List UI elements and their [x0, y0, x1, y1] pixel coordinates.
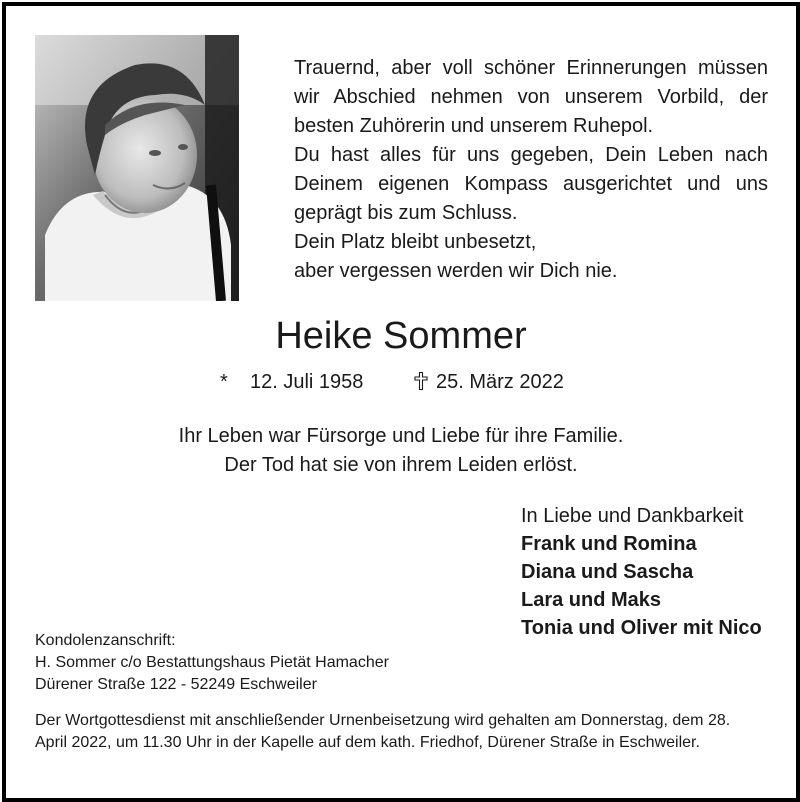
family-member: Diana und Sascha — [521, 561, 694, 583]
condolence-line: Dürener Straße 122 - 52249 Eschweiler — [35, 676, 317, 693]
verse-line: Trauernd, aber voll schöner Erinnerungen müssen — [294, 57, 768, 79]
birth-date-group — [220, 368, 363, 396]
latin-cross-icon — [414, 370, 428, 398]
tribute-text — [6, 422, 796, 480]
verse-line: Dein Platz bleibt unbesetzt, — [294, 231, 537, 253]
portrait-image — [35, 35, 239, 301]
condolence-heading: Kondolenzanschrift: — [35, 632, 176, 649]
memorial-verse — [294, 54, 768, 286]
deceased-name: Heike Sommer — [275, 315, 527, 357]
verse-line: Du hast alles für uns gegeben, Dein Leben nach — [294, 144, 768, 166]
verse-line: aber vergessen werden wir Dich nie. — [294, 260, 618, 282]
tribute-line: Ihr Leben war Fürsorge und Liebe für ihre Familie. — [178, 425, 624, 447]
family-intro: In Liebe und Dankbarkeit — [521, 505, 744, 527]
verse-line: Deinem eigenen Kompass ausgerichtet und uns — [294, 173, 768, 195]
death-date: 25. März 2022 — [436, 371, 564, 393]
family-member: Lara und Maks — [521, 589, 662, 611]
portrait-photo — [35, 35, 239, 301]
verse-line: wir Abschied nehmen von unserem Vorbild, der — [294, 86, 768, 108]
verse-line: besten Zuhörerin und unserem Ruhepol. — [294, 115, 654, 137]
obituary-notice — [2, 2, 800, 802]
condolence-address — [35, 630, 389, 696]
tribute-line: Der Tod hat sie von ihrem Leiden erlöst. — [224, 454, 578, 476]
funeral-service-info: Der Wortgottesdienst mit anschließender Urnenbeisetzung wird gehalten am Donnerstag, dem 28. April 2022, um 11.30 Uhr in der Kapelle auf dem kath. Friedhof, Dürener Straße in Eschweiler. — [35, 712, 731, 751]
family-member: Tonia und Oliver mit Nico — [521, 617, 762, 639]
family-member: Frank und Romina — [521, 533, 697, 555]
death-date-group — [414, 368, 564, 398]
family-signature — [521, 502, 762, 642]
birth-date: 12. Juli 1958 — [250, 371, 364, 393]
verse-line: geprägt bis zum Schluss. — [294, 202, 518, 224]
condolence-line: H. Sommer c/o Bestattungshaus Pietät Hamacher — [35, 654, 389, 671]
birth-star-symbol: * — [220, 371, 228, 393]
